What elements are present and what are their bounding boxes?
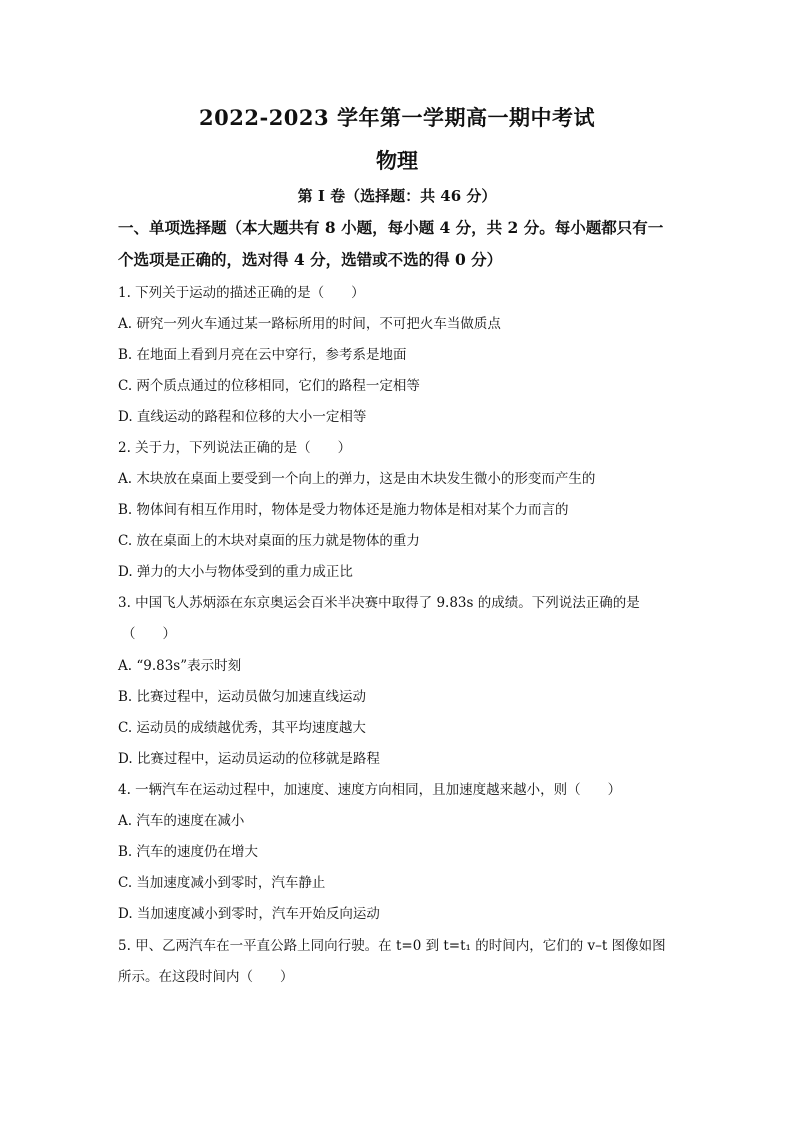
option-2d: D. 弹力的大小与物体受到的重力成正比 [118, 564, 353, 580]
option-3b: B. 比赛过程中，运动员做匀加速直线运动 [118, 689, 367, 705]
option-4a: A. 汽车的速度在减小 [118, 813, 245, 829]
question-stem-2: 2. 关于力，下列说法正确的是（ ） [118, 440, 352, 456]
question-stem-5: 5. 甲、乙两汽车在一平直公路上同向行驶。在 t=0 到 t=t₁ 的时间内，它们的 v–t 图像如图 [118, 938, 666, 954]
option-4d: D. 当加速度减小到零时，汽车开始反向运动 [118, 906, 380, 922]
question-stem-4: 4. 一辆汽车在运动过程中，加速度、速度方向相同，且加速度越来越小，则（ ） [118, 782, 622, 798]
option-1c: C. 两个质点通过的位移相同，它们的路程一定相等 [118, 378, 420, 394]
option-3c: C. 运动员的成绩越优秀，其平均速度越大 [118, 720, 366, 736]
question-stem-5-cont: 所示。在这段时间内（ ） [118, 969, 294, 985]
subject-title: 物理 [376, 148, 418, 173]
option-3d: D. 比赛过程中，运动员运动的位移就是路程 [118, 751, 380, 767]
question-stem-3-cont: （ ） [122, 626, 176, 642]
option-4b: B. 汽车的速度仍在增大 [118, 844, 259, 860]
page-title: 2022-2023 学年第一学期高一期中考试 [199, 105, 595, 130]
option-1b: B. 在地面上看到月亮在云中穿行，参考系是地面 [118, 347, 407, 363]
option-2c: C. 放在桌面上的木块对桌面的压力就是物体的重力 [118, 533, 420, 549]
option-4c: C. 当加速度减小到零时，汽车静止 [118, 875, 326, 891]
volume-heading: 第 I 卷（选择题：共 46 分） [297, 187, 497, 205]
option-3a: A. “9.83s”表示时刻 [118, 658, 242, 674]
option-1a: A. 研究一列火车通过某一路标所用的时间，不可把火车当做质点 [118, 316, 501, 332]
question-stem-3: 3. 中国飞人苏炳添在东京奥运会百米半决赛中取得了 9.83s 的成绩。下列说法正确的是 [118, 595, 640, 611]
section-heading: 一、单项选择题（本大题共有 8 小题，每小题 4 分，共 2 分。每小题都只有一个选项是正确的，选对得 4 分，选错或不选的得 0 分） [118, 218, 664, 269]
option-2b: B. 物体间有相互作用时，物体是受力物体还是施力物体是相对某个力而言的 [118, 502, 569, 518]
option-2a: A. 木块放在桌面上要受到一个向上的弹力，这是由木块发生微小的形变而产生的 [118, 471, 596, 487]
question-stem-1: 1. 下列关于运动的描述正确的是（ ） [118, 285, 365, 301]
option-1d: D. 直线运动的路程和位移的大小一定相等 [118, 409, 367, 425]
